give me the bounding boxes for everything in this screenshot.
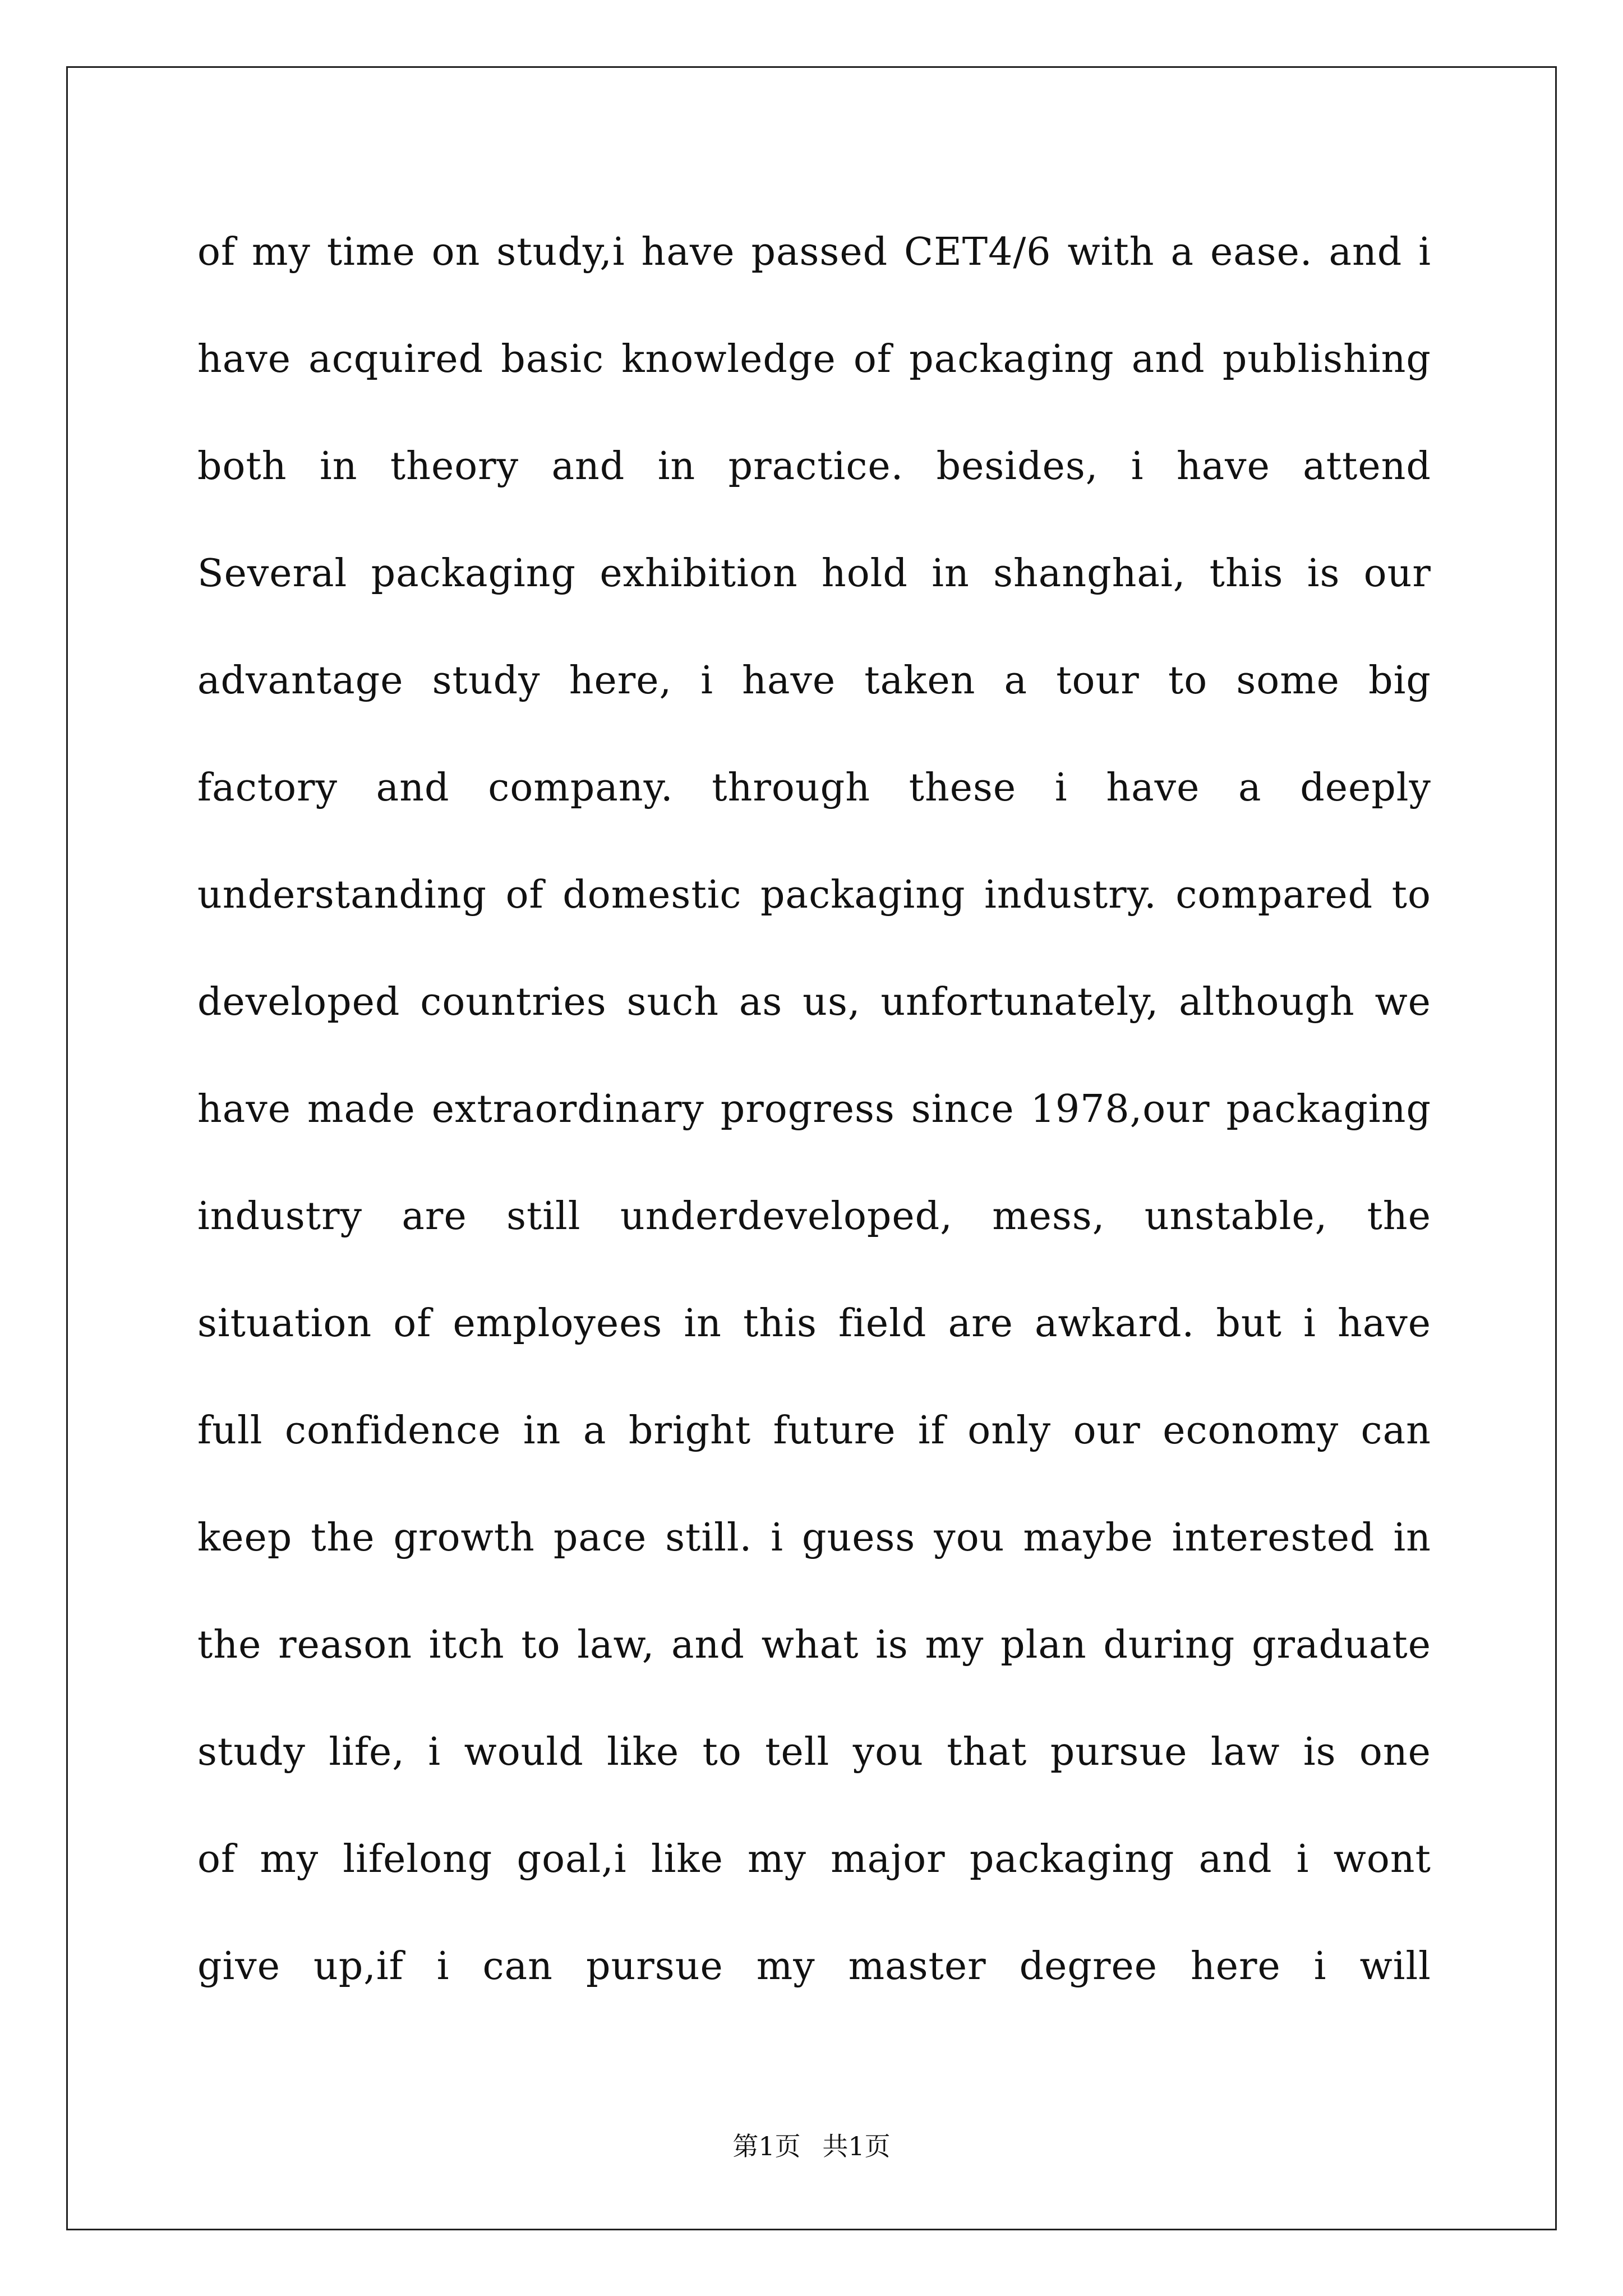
word: to <box>521 1623 561 1667</box>
word: with <box>1067 230 1155 274</box>
text-line <box>197 219 1431 326</box>
word: confidence <box>284 1409 501 1453</box>
word: both <box>197 444 287 489</box>
word: you <box>852 1730 924 1774</box>
word: are <box>402 1194 467 1239</box>
word: my <box>260 1837 319 1881</box>
word: industry. <box>984 873 1157 917</box>
word: underdeveloped, <box>620 1194 953 1239</box>
word: of <box>197 230 236 274</box>
word: and <box>376 766 450 810</box>
word: mess, <box>992 1194 1105 1239</box>
word: situation <box>197 1301 372 1346</box>
text-line <box>197 1612 1431 1719</box>
word: through <box>712 766 870 810</box>
word: CET4/6 <box>904 230 1052 274</box>
word: my <box>756 1944 815 1989</box>
word: you <box>934 1516 1005 1560</box>
word: extraordinary <box>431 1087 704 1131</box>
word: industry <box>197 1194 363 1239</box>
text-line <box>197 540 1431 647</box>
word: like <box>607 1730 680 1774</box>
text-line <box>197 1933 1431 2040</box>
word: made <box>307 1087 416 1131</box>
word: i <box>436 1944 450 1989</box>
text-line <box>197 1183 1431 1290</box>
word: and <box>1198 1837 1272 1881</box>
word: to <box>1168 659 1208 703</box>
page-footer <box>0 2126 1623 2163</box>
word: study <box>432 659 541 703</box>
word: a <box>1238 766 1262 810</box>
word: attend <box>1303 444 1431 489</box>
word: us, <box>803 980 861 1024</box>
word: passed <box>751 230 888 274</box>
word: shanghai, <box>993 551 1186 596</box>
word: law, <box>577 1623 655 1667</box>
word: future <box>773 1409 896 1453</box>
text-line <box>197 1504 1431 1612</box>
word: knowledge <box>621 337 836 381</box>
word: although <box>1179 980 1355 1024</box>
word: of <box>505 873 544 917</box>
word: the <box>311 1516 375 1560</box>
word: plan <box>1000 1623 1087 1667</box>
word: can <box>1361 1409 1431 1453</box>
word: unstable, <box>1144 1194 1328 1239</box>
word: one <box>1359 1730 1431 1774</box>
text-line <box>197 754 1431 862</box>
word: is <box>1303 1730 1336 1774</box>
word: field <box>838 1301 927 1346</box>
word: interested <box>1172 1516 1375 1560</box>
word: itch <box>428 1623 505 1667</box>
word: only <box>967 1409 1052 1453</box>
word: to <box>1391 873 1431 917</box>
word: and <box>1329 230 1403 274</box>
word: tour <box>1056 659 1140 703</box>
word: a <box>583 1409 607 1453</box>
word: that <box>947 1730 1027 1774</box>
word: the <box>1367 1194 1431 1239</box>
word: practice. <box>728 444 904 489</box>
word: is <box>875 1623 909 1667</box>
text-line <box>197 1290 1431 1397</box>
word: tell <box>765 1730 830 1774</box>
word: exhibition <box>600 551 798 596</box>
word: taken <box>864 659 976 703</box>
word: study <box>197 1730 306 1774</box>
word: pace <box>553 1516 647 1560</box>
word: packaging <box>760 873 966 917</box>
word: my <box>925 1623 984 1667</box>
word: economy <box>1163 1409 1339 1453</box>
word: packaging <box>1226 1087 1431 1131</box>
word: would <box>464 1730 584 1774</box>
text-line <box>197 1826 1431 1933</box>
word: reason <box>278 1623 412 1667</box>
word: have <box>742 659 836 703</box>
word: i <box>700 659 714 703</box>
word: goal,i <box>517 1837 627 1881</box>
word: bright <box>628 1409 751 1453</box>
word: domestic <box>562 873 742 917</box>
word: i <box>1054 766 1068 810</box>
text-line <box>197 862 1431 969</box>
word: have <box>1106 766 1200 810</box>
word: keep <box>197 1516 293 1560</box>
word: acquired <box>308 337 484 381</box>
word: big <box>1368 659 1431 703</box>
word: i <box>1296 1837 1310 1881</box>
word: have <box>1338 1301 1431 1346</box>
word: as <box>739 980 783 1024</box>
body-text <box>197 219 1431 2040</box>
word: in <box>932 551 970 596</box>
word: have <box>197 1087 291 1131</box>
word: 1978,our <box>1030 1087 1210 1131</box>
word: the <box>197 1623 262 1667</box>
word: graduate <box>1251 1623 1431 1667</box>
word: will <box>1359 1944 1431 1989</box>
text-line <box>197 1719 1431 1826</box>
word: employees <box>453 1301 663 1346</box>
word: here <box>1190 1944 1281 1989</box>
word: our <box>1073 1409 1141 1453</box>
text-line <box>197 326 1431 433</box>
word: some <box>1236 659 1340 703</box>
word: law <box>1210 1730 1280 1774</box>
word: our <box>1363 551 1431 596</box>
word: pursue <box>585 1944 723 1989</box>
word: company. <box>488 766 674 810</box>
word: what <box>761 1623 859 1667</box>
word: compared <box>1175 873 1373 917</box>
word: guess <box>801 1516 916 1560</box>
word: i <box>1303 1301 1316 1346</box>
word: are <box>948 1301 1013 1346</box>
word: countries <box>420 980 607 1024</box>
word: ease. <box>1210 230 1313 274</box>
word: a <box>1004 659 1028 703</box>
word: degree <box>1019 1944 1158 1989</box>
word: besides, <box>936 444 1099 489</box>
word: life, <box>329 1730 405 1774</box>
word: study,i <box>496 230 625 274</box>
word: in <box>657 444 696 489</box>
word: to <box>702 1730 742 1774</box>
word: since <box>911 1087 1015 1131</box>
word: developed <box>197 980 400 1024</box>
word: growth <box>393 1516 535 1560</box>
page-number: 第1页 <box>732 2131 801 2161</box>
word: awkard. <box>1035 1301 1195 1346</box>
word: and <box>1131 337 1205 381</box>
word: factory <box>197 766 338 810</box>
word: in <box>1393 1516 1431 1560</box>
word: i <box>428 1730 441 1774</box>
word: like <box>651 1837 723 1881</box>
word: maybe <box>1023 1516 1154 1560</box>
text-line <box>197 1076 1431 1183</box>
word: of <box>853 337 892 381</box>
word: master <box>848 1944 986 1989</box>
word: we <box>1375 980 1431 1024</box>
word: and <box>671 1623 745 1667</box>
word: here, <box>569 659 672 703</box>
word: advantage <box>197 659 404 703</box>
word: in <box>523 1409 561 1453</box>
word: i <box>1131 444 1144 489</box>
word: lifelong <box>343 1837 493 1881</box>
word: in <box>319 444 358 489</box>
word: full <box>197 1409 263 1453</box>
word: up,if <box>313 1944 404 1989</box>
word: deeply <box>1300 766 1431 810</box>
word: unfortunately, <box>880 980 1159 1024</box>
word: pursue <box>1050 1730 1188 1774</box>
word: packaging <box>371 551 577 596</box>
word: a <box>1170 230 1195 274</box>
word: in <box>684 1301 722 1346</box>
word: give <box>197 1944 280 1989</box>
text-line <box>197 647 1431 754</box>
word: basic <box>501 337 605 381</box>
word: time <box>326 230 416 274</box>
word: if <box>917 1409 946 1453</box>
word: have <box>641 230 735 274</box>
text-line <box>197 969 1431 1076</box>
word: during <box>1103 1623 1235 1667</box>
word: major <box>831 1837 946 1881</box>
word: packaging <box>969 1837 1175 1881</box>
word: is <box>1307 551 1340 596</box>
word: packaging <box>909 337 1114 381</box>
word: have <box>1176 444 1270 489</box>
word: i <box>1313 1944 1327 1989</box>
word: i <box>1418 230 1431 274</box>
word: understanding <box>197 873 487 917</box>
word: this <box>743 1301 817 1346</box>
word: on <box>431 230 481 274</box>
word: i <box>771 1516 783 1560</box>
word: still <box>506 1194 581 1239</box>
word: my <box>252 230 311 274</box>
word: this <box>1209 551 1284 596</box>
page-total: 共1页 <box>822 2131 891 2161</box>
word: have <box>197 337 291 381</box>
word: progress <box>720 1087 895 1131</box>
word: publishing <box>1222 337 1431 381</box>
word: of <box>393 1301 432 1346</box>
word: but <box>1216 1301 1282 1346</box>
text-line <box>197 1397 1431 1504</box>
word: hold <box>821 551 908 596</box>
word: such <box>626 980 720 1024</box>
word: these <box>909 766 1017 810</box>
word: Several <box>197 551 348 596</box>
word: and <box>551 444 625 489</box>
word: still. <box>665 1516 753 1560</box>
word: wont <box>1333 1837 1431 1881</box>
text-line <box>197 433 1431 540</box>
word: can <box>482 1944 553 1989</box>
word: of <box>197 1837 236 1881</box>
word: theory <box>390 444 519 489</box>
word: my <box>748 1837 806 1881</box>
